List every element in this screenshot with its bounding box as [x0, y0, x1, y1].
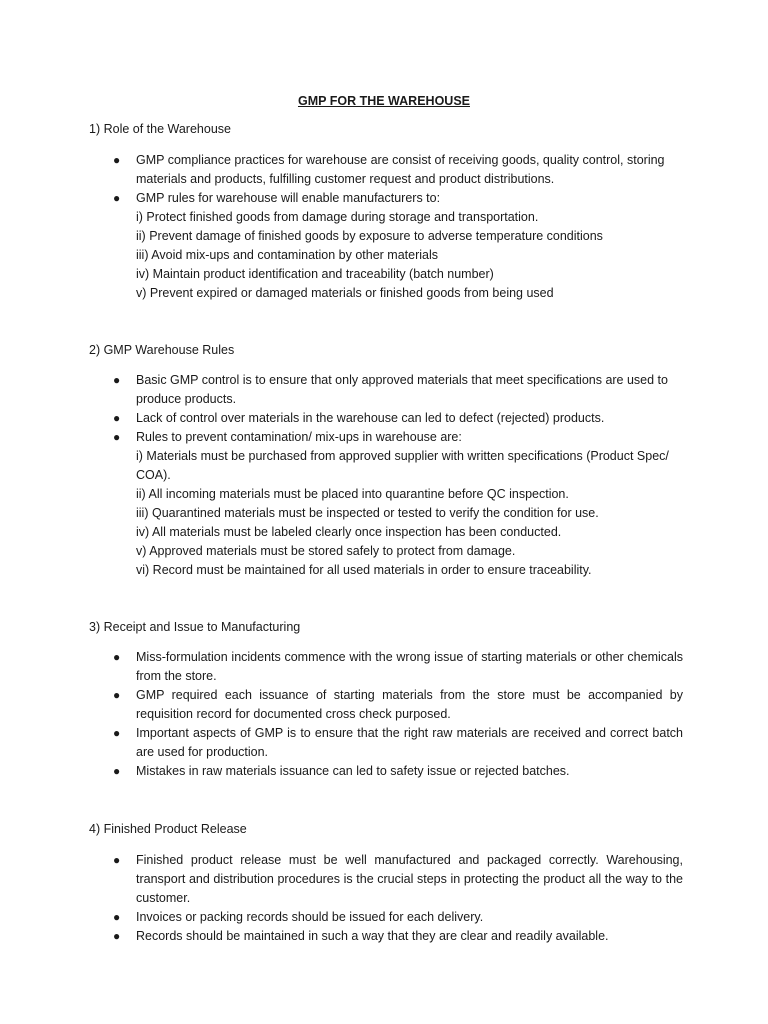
sub-item: iv) All materials must be labeled clearly once inspection has been conducted.: [136, 525, 562, 539]
document-title: GMP FOR THE WAREHOUSE: [297, 94, 470, 108]
bullet-text: Mistakes in raw materials issuance can led to safety issue or rejected batches.: [136, 764, 570, 778]
bullet-text: Basic GMP control is to ensure that only approved materials that meet specifications are used to produce products.: [136, 373, 668, 406]
bullet-text: Miss-formulation incidents commence with the wrong issue of starting materials or other chemicals from the store.: [136, 650, 683, 683]
bullet-icon: ●: [113, 191, 121, 205]
bullet-icon: ●: [113, 373, 121, 387]
sub-item: vi) Record must be maintained for all used materials in order to ensure traceability.: [136, 563, 592, 577]
bullet-icon: ●: [113, 688, 121, 702]
bullet-list-finished-product-release: [113, 851, 683, 946]
list-item: [113, 724, 683, 762]
bullet-icon: ●: [113, 853, 121, 867]
bullet-icon: ●: [113, 929, 121, 943]
list-item: [113, 686, 683, 724]
section-heading-receipt-and-issue: 3) Receipt and Issue to Manufacturing: [89, 620, 301, 634]
sub-item: iii) Avoid mix-ups and contamination by other materials: [136, 248, 438, 262]
list-item: [113, 762, 683, 781]
sub-item: iii) Quarantined materials must be inspected or tested to verify the condition for use.: [136, 506, 599, 520]
bullet-text: Rules to prevent contamination/ mix-ups in warehouse are:: [136, 430, 462, 444]
sub-item: ii) Prevent damage of finished goods by exposure to adverse temperature conditions: [136, 229, 603, 243]
bullet-text: GMP rules for warehouse will enable manufacturers to:: [136, 191, 441, 205]
bullet-text: GMP compliance practices for warehouse are consist of receiving goods, quality control, storing materials and products, fulfilling customer request and product distributions.: [136, 153, 665, 186]
bullet-icon: ●: [113, 910, 121, 924]
section-heading-finished-product-release: 4) Finished Product Release: [89, 822, 247, 836]
bullet-icon: ●: [113, 650, 121, 664]
bullet-list-role-of-warehouse: [113, 151, 683, 303]
list-item: [113, 851, 683, 908]
bullet-icon: ●: [113, 764, 121, 778]
sub-item: i) Protect finished goods from damage during storage and transportation.: [136, 210, 539, 224]
bullet-icon: ●: [113, 430, 121, 444]
bullet-text: Records should be maintained in such a way that they are clear and readily available.: [136, 929, 609, 943]
bullet-list-receipt-and-issue: [113, 648, 683, 781]
sub-item: v) Prevent expired or damaged materials or finished goods from being used: [136, 286, 554, 300]
bullet-text: Invoices or packing records should be issued for each delivery.: [136, 910, 484, 924]
section-heading-role-of-warehouse: 1) Role of the Warehouse: [89, 122, 231, 136]
list-item: [113, 927, 683, 946]
sub-item: i) Materials must be purchased from approved supplier with written specifications (Product Spec/ COA).: [136, 449, 669, 482]
sub-item: ii) All incoming materials must be placed into quarantine before QC inspection.: [136, 487, 569, 501]
list-item: [113, 908, 683, 927]
bullet-list-warehouse-rules: [113, 371, 683, 580]
list-item: [113, 189, 683, 303]
bullet-icon: ●: [113, 726, 121, 740]
sub-item: v) Approved materials must be stored safely to protect from damage.: [136, 544, 516, 558]
list-item: [113, 428, 683, 580]
list-item: [113, 409, 683, 428]
section-heading-warehouse-rules: 2) GMP Warehouse Rules: [89, 343, 235, 357]
bullet-icon: ●: [113, 153, 121, 167]
bullet-icon: ●: [113, 411, 121, 425]
list-item: [113, 371, 683, 409]
bullet-text: Finished product release must be well manufactured and packaged correctly. Warehousing, transport and distribution procedures is the crucial steps in protecting the product all the way to the customer.: [136, 853, 683, 905]
list-item: [113, 151, 683, 189]
list-item: [113, 648, 683, 686]
sub-item: iv) Maintain product identification and traceability (batch number): [136, 267, 494, 281]
bullet-text: Lack of control over materials in the warehouse can led to defect (rejected) products.: [136, 411, 605, 425]
bullet-text: GMP required each issuance of starting materials from the store must be accompanied by requisition record for documented cross check purposed.: [136, 688, 683, 721]
bullet-text: Important aspects of GMP is to ensure that the right raw materials are received and correct batch are used for production.: [136, 726, 683, 759]
